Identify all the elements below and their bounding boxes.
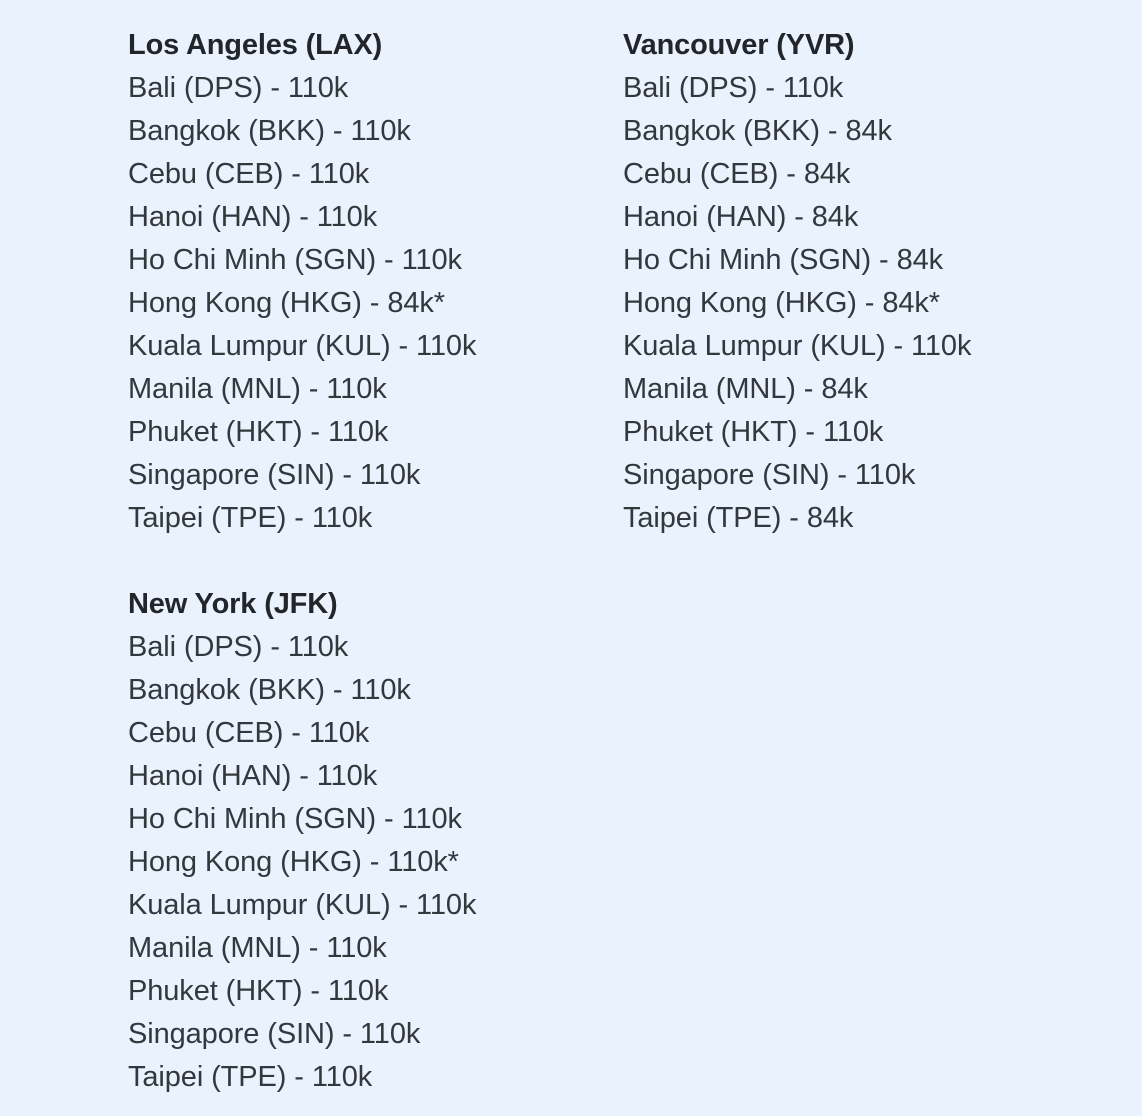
route-miles-value: 84k (821, 373, 868, 405)
route-row (128, 454, 623, 497)
route-row (623, 196, 1118, 239)
origin-heading-yvr: Vancouver (YVR) (623, 29, 855, 61)
route-miles-value: 110k (854, 459, 916, 491)
route-separator: - (361, 846, 388, 878)
route-miles-value: 84k* (882, 287, 940, 319)
route-miles-value: 110k (327, 416, 389, 448)
route-separator: - (300, 373, 327, 405)
route-miles-value: 110k* (387, 846, 459, 878)
route-row (128, 153, 623, 196)
route-separator: - (291, 201, 317, 233)
route-separator: - (856, 287, 883, 319)
route-destination: Ho Chi Minh (SGN) (128, 244, 377, 276)
route-miles-value: 110k (416, 889, 477, 921)
route-separator: - (262, 631, 288, 663)
route-separator: - (390, 889, 417, 921)
route-row (623, 282, 1118, 325)
route-separator: - (797, 416, 823, 448)
route-separator: - (376, 803, 402, 835)
route-destination: Manila (MNL) (623, 373, 796, 405)
route-destination: Cebu (CEB) (128, 158, 284, 190)
route-destination: Taipei (TPE) (128, 1061, 287, 1093)
route-row (623, 411, 1118, 454)
route-miles-value: 110k (822, 416, 884, 448)
route-row (128, 239, 623, 282)
route-miles-value: 110k (416, 330, 477, 362)
route-row (128, 1013, 623, 1056)
route-separator: - (871, 244, 897, 276)
route-destination: Singapore (SIN) (128, 1018, 335, 1050)
route-miles-value: 84k (806, 502, 854, 534)
route-destination: Ho Chi Minh (SGN) (623, 244, 872, 276)
route-destination: Cebu (CEB) (623, 158, 779, 190)
route-row (128, 927, 623, 970)
route-miles-value: 110k (401, 244, 462, 276)
route-destination: Hanoi (HAN) (128, 760, 292, 792)
route-destination: Hong Kong (HKG) (128, 846, 362, 878)
route-destination: Ho Chi Minh (SGN) (128, 803, 377, 835)
origin-columns (0, 24, 1142, 1099)
route-miles-value: 84k (811, 201, 859, 233)
route-separator: - (324, 674, 351, 706)
route-miles-value: 84k (803, 158, 851, 190)
route-separator: - (283, 717, 309, 749)
route-destination: Kuala Lumpur (KUL) (623, 330, 886, 362)
route-miles-value: 84k (845, 115, 892, 147)
route-separator: - (334, 1018, 360, 1050)
route-destination: Taipei (TPE) (623, 502, 782, 534)
route-destination: Phuket (HKT) (128, 416, 303, 448)
route-row (128, 841, 623, 884)
route-miles-value: 110k (327, 975, 389, 1007)
route-miles-value: 110k (308, 158, 370, 190)
origin-heading-jfk: New York (JFK) (128, 588, 338, 620)
route-separator: - (283, 158, 309, 190)
route-row (128, 67, 623, 110)
route-row (128, 1056, 623, 1099)
route-row (128, 970, 623, 1013)
route-separator: - (781, 502, 807, 534)
route-miles-value: 84k (896, 244, 944, 276)
route-row (623, 67, 1118, 110)
route-miles-value: 110k (911, 330, 972, 362)
route-row (128, 497, 623, 540)
route-destination: Manila (MNL) (128, 932, 301, 964)
route-separator: - (324, 115, 351, 147)
route-separator: - (786, 201, 812, 233)
route-separator: - (390, 330, 417, 362)
route-destination: Phuket (HKT) (623, 416, 798, 448)
left-column (128, 24, 623, 1099)
route-miles-value: 110k (359, 459, 421, 491)
route-destination: Bali (DPS) (128, 72, 263, 104)
route-destination: Hong Kong (HKG) (623, 287, 857, 319)
route-row (128, 884, 623, 927)
route-row (623, 325, 1118, 368)
origin-block-lax (128, 24, 623, 540)
route-miles-value: 110k (316, 760, 378, 792)
route-separator: - (302, 416, 328, 448)
route-row (128, 110, 623, 153)
route-destination: Bangkok (BKK) (128, 115, 325, 147)
route-row (128, 669, 623, 712)
route-separator: - (286, 1061, 312, 1093)
route-list-jfk (128, 626, 623, 1099)
route-separator: - (885, 330, 912, 362)
route-miles-value: 110k (401, 803, 462, 835)
route-miles-value: 110k (308, 717, 370, 749)
route-separator: - (286, 502, 312, 534)
route-row (128, 282, 623, 325)
route-row (623, 454, 1118, 497)
route-miles-value: 110k (350, 115, 411, 147)
origin-block-jfk (128, 583, 623, 1099)
route-separator: - (757, 72, 783, 104)
route-row (623, 153, 1118, 196)
route-destination: Manila (MNL) (128, 373, 301, 405)
route-row (128, 368, 623, 411)
route-destination: Kuala Lumpur (KUL) (128, 330, 391, 362)
route-separator: - (778, 158, 804, 190)
route-destination: Bali (DPS) (623, 72, 758, 104)
route-list-lax (128, 67, 623, 540)
route-destination: Singapore (SIN) (623, 459, 830, 491)
route-row (623, 497, 1118, 540)
route-miles-value: 84k* (387, 287, 445, 319)
route-row (128, 626, 623, 669)
route-row (623, 368, 1118, 411)
route-separator: - (376, 244, 402, 276)
route-row (128, 798, 623, 841)
route-miles-value: 110k (311, 1061, 373, 1093)
route-row (128, 411, 623, 454)
route-separator: - (302, 975, 328, 1007)
route-miles-value: 110k (326, 373, 387, 405)
route-destination: Bali (DPS) (128, 631, 263, 663)
route-separator: - (795, 373, 822, 405)
route-row (623, 239, 1118, 282)
route-destination: Hanoi (HAN) (623, 201, 787, 233)
route-destination: Taipei (TPE) (128, 502, 287, 534)
route-separator: - (361, 287, 388, 319)
route-miles-value: 110k (311, 502, 373, 534)
route-separator: - (334, 459, 360, 491)
route-destination: Bangkok (BKK) (623, 115, 820, 147)
route-miles-value: 110k (359, 1018, 421, 1050)
route-separator: - (819, 115, 846, 147)
route-separator: - (291, 760, 317, 792)
route-miles-value: 110k (782, 72, 844, 104)
route-separator: - (829, 459, 855, 491)
route-row (128, 712, 623, 755)
route-row (128, 196, 623, 239)
right-column (623, 24, 1118, 540)
route-list-yvr (623, 67, 1118, 540)
route-destination: Hanoi (HAN) (128, 201, 292, 233)
route-destination: Bangkok (BKK) (128, 674, 325, 706)
origin-heading-lax: Los Angeles (LAX) (128, 29, 383, 61)
route-destination: Phuket (HKT) (128, 975, 303, 1007)
route-destination: Hong Kong (HKG) (128, 287, 362, 319)
route-miles-value: 110k (287, 72, 349, 104)
route-separator: - (300, 932, 327, 964)
route-row (128, 755, 623, 798)
route-separator: - (262, 72, 288, 104)
route-row (128, 325, 623, 368)
route-miles-value: 110k (287, 631, 349, 663)
origin-block-yvr (623, 24, 1118, 540)
route-destination: Singapore (SIN) (128, 459, 335, 491)
route-row (623, 110, 1118, 153)
route-miles-value: 110k (326, 932, 387, 964)
route-destination: Cebu (CEB) (128, 717, 284, 749)
route-miles-value: 110k (350, 674, 411, 706)
route-miles-value: 110k (316, 201, 378, 233)
route-destination: Kuala Lumpur (KUL) (128, 889, 391, 921)
